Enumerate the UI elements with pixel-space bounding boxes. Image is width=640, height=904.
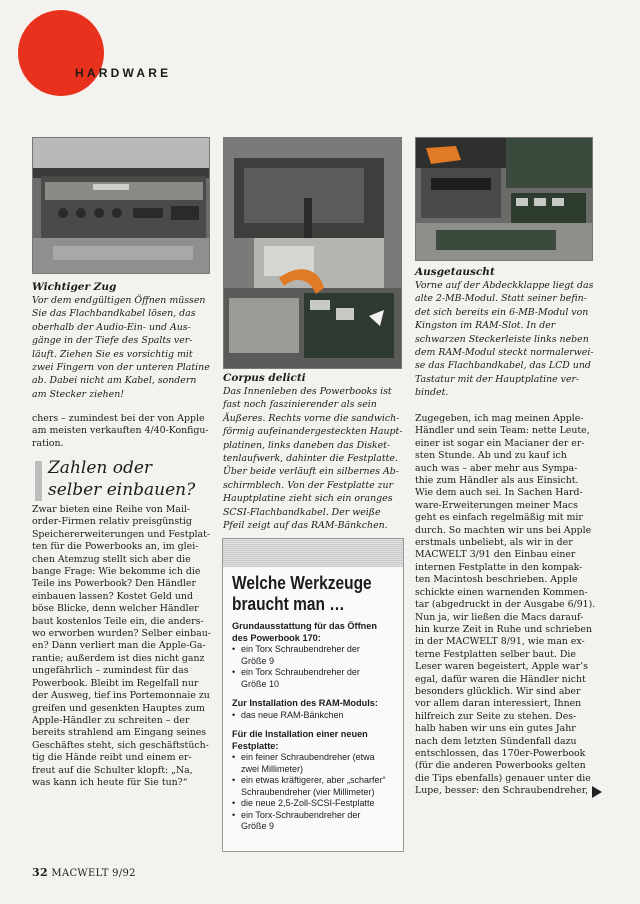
tools-section-heading: Grundausstattung für das Öffnen des Powerbook 170: — [232, 621, 377, 643]
left-column-body: Zwar bieten eine Reihe von Mail- order-Firmen relativ preisgünstig Speichererweiterungen und Festplat- ten für die Powerbooks an, im glei- chen Atemzug stellt sich aber die bange Frage: Wie bekomme ich die Teile ins Powerbook? Den Händler einbauen lassen? Kostet Geld und böse Blicke, denn welcher Händler baut kostenlos Teile ein, die anders- wo erworben wurden? Selber einbau- en? Dann verliert man die Apple-Ga- rantie; außerdem ist dies nicht ganz ungefährlich – zumindest für das Powerbook. Bleibt im Regelfall nur der Ausweg, tief ins Portemonnaie zu greifen und gesenkten Hauptes zum Apple-Händler zu schreiten – der bereits strahlend am Eingang seines Geschäftes steht, sich geschäftstüch- tig die Hände reibt und einem er- freut auf die Schulter klopft: „Na, was kann ich heute für Sie tun?“ — [32, 504, 211, 788]
photo-powerbook-interior-image — [224, 138, 401, 368]
tools-box-stripe — [223, 539, 403, 567]
photo-powerbook-rear — [32, 137, 210, 274]
tools-list-item: • ein Torx Schraubendreher der Größe 10 — [232, 667, 395, 690]
caption-left-body: Vor dem endgültigen Öffnen müssen Sie das Flachbandkabel lösen, das oberhalb der Audio-Ein- und Aus- gänge in der Tiefe des Spalts ver- läuft. Ziehen Sie es vorsichtig mit zwei Fingern von der unteren Platine ab. Dabei nicht am Kabel, sondern am Stecker ziehen! — [32, 295, 210, 400]
section-color-dot — [18, 10, 104, 96]
left-column-intro: chers – zumindest bei der von Apple am meisten verkauften 4/40-Konfigu- ration. — [32, 413, 209, 449]
tools-list-item: • die neue 2,5-Zoll-SCSI-Festplatte — [232, 798, 395, 810]
tools-list-item: • ein Torx Schraubendreher der Größe 9 — [232, 644, 395, 667]
tools-list-item: • ein Torx-Schraubendreher der Größe 9 — [232, 810, 395, 833]
caption-right-title: Ausgetauscht — [415, 266, 495, 278]
tools-list-item: • ein etwas kräftigerer, aber „scharfer“ Schraubendreher (vier Millimeter) — [232, 775, 395, 798]
tools-section-heading: Zur Installation des RAM-Moduls: — [232, 698, 378, 708]
right-column-body: Zugegeben, ich mag meinen Apple- Händler und sein Team: nette Leute, einer ist sogar ein Macianer der er- sten Stunde. Ab und zu kauf ich auch was – aber mehr aus Sympa- thie zum Händler als aus Einsicht. Wie dem auch sei. In Sachen Hard- ware-Erweiterungen meiner Macs geht es einfach regelmäßig mit mir durch. So machten wir uns bei Apple erstmals unbeliebt, als wir in der MACWELT 3/91 den Einbau einer internen Festplatte in den kompak- ten Macintosh beschrieben. Apple schickte einen warnenden Kommen- tar (abgedruckt in der Ausgabe 6/91). Nun ja, wir ließen die Macs darauf- hin kurze Zeit in Ruhe und schrieben in der MACWELT 8/91, wie man ex- terne Festplatten selber baut. Die Leser waren begeistert, Apple war’s egal, dafür waren die Händler nicht besonders glücklich. Wir sind aber vor allem daran interessiert, Ihnen hilfreich zur Seite zu stehen. Des- halb haben wir uns ein gutes Jahr nach dem letzten Sündenfall dazu entschlossen, das 170er-Powerbook (für die anderen Powerbooks gelten die Tips ebenfalls) genauer unter die Lupe, besser: den Schraubendreher, — [415, 413, 596, 797]
tools-list-item: • ein feiner Schraubendreher (etwa zwei Millimeter) — [232, 752, 395, 775]
caption-middle-body: Das Innenleben des Powerbooks ist fast noch faszinierender als sein Äußeres. Rechts vorne die sandwich- förmig aufeinandergesteckten Haupt- platinen, links daneben das Disket- tenlaufwerk, dahinter die Festplatte. Über beide verläuft ein silbernes Ab- schirmblech. Von der Festplatte zur Hauptplatine zieht sich ein oranges SCSI-Flachbandkabel. Der weiße Pfeil zeigt auf das RAM-Bänkchen. — [223, 386, 403, 532]
section-heading: Zahlen oder selber einbauen? — [48, 458, 196, 500]
photo-ram-exchanged-image — [416, 138, 592, 260]
caption-right — [415, 266, 605, 400]
tools-sidebar-box — [222, 538, 404, 852]
section-label: HARDWARE — [75, 66, 172, 80]
page-number: 32 — [32, 866, 48, 879]
page-footer — [32, 866, 136, 879]
tools-section-heading: Für die Installation einer neuen Festplatte: — [232, 729, 368, 751]
caption-right-body: Vorne auf der Abdeckklappe liegt das alte 2-MB-Modul. Statt seiner befin- det sich bereits ein 6-MB-Modul von Kingston im RAM-Slot. In der schwarzen Steckerleiste links neben dem RAM-Modul steckt normalerwei- se das Flachbandkabel, das LCD und Tastatur mit der Hauptplatine ver- bindet. — [415, 280, 594, 399]
tools-box-title: Welche Werkzeuge braucht man … — [232, 573, 372, 614]
tools-list-item: • das neue RAM-Bänkchen — [232, 710, 395, 722]
photo-ram-exchanged — [415, 137, 593, 261]
photo-powerbook-interior — [223, 137, 402, 369]
heading-accent-bar — [35, 461, 42, 501]
caption-left — [32, 281, 212, 401]
continue-arrow-icon — [592, 786, 602, 798]
caption-left-title: Wichtiger Zug — [32, 281, 117, 293]
caption-middle-title: Corpus delicti — [223, 372, 306, 384]
photo-powerbook-rear-image — [33, 138, 209, 273]
caption-middle — [223, 372, 405, 532]
magazine-issue: MACWELT 9/92 — [51, 868, 136, 879]
